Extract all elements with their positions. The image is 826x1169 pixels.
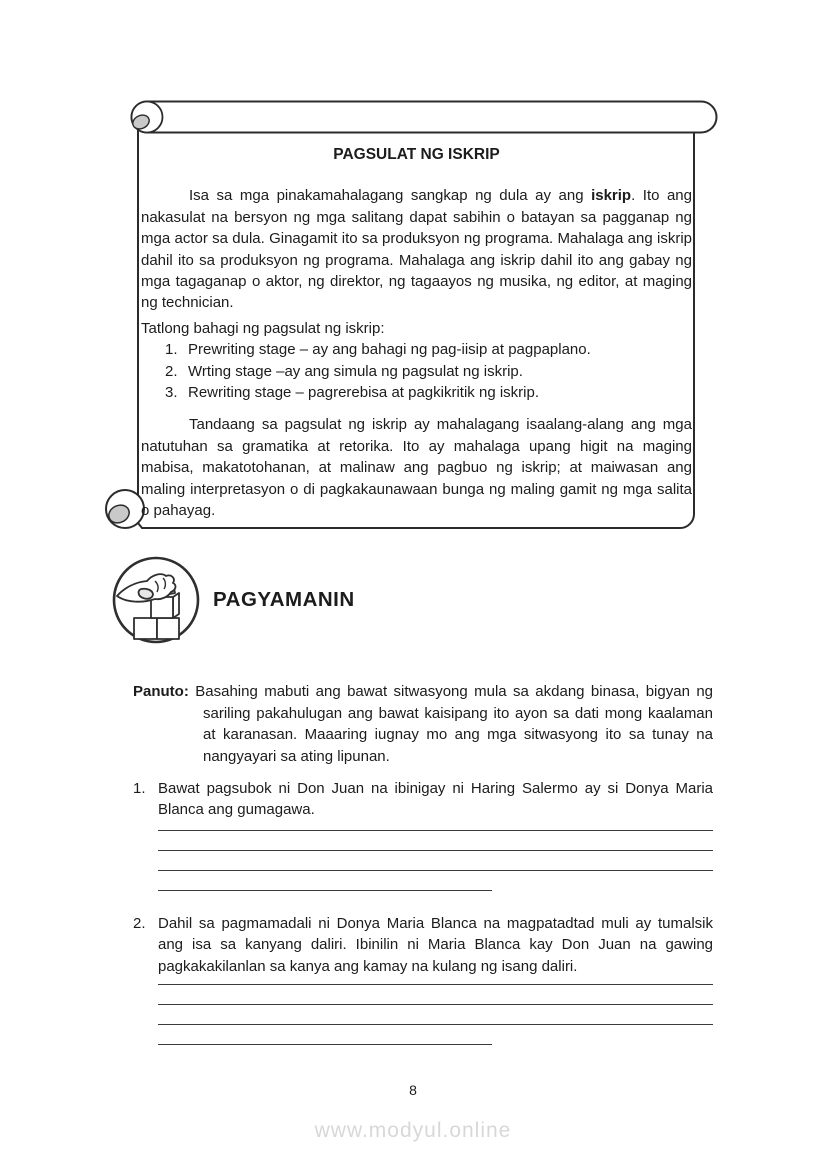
list-item-number: 3. bbox=[165, 384, 178, 402]
list-item-text: Rewriting stage – pagrerebisa at pagkikritik ng iskrip. bbox=[188, 384, 539, 402]
answer-lines bbox=[158, 965, 713, 1045]
intro-paragraph bbox=[141, 185, 692, 313]
instructions-label: Panuto: bbox=[133, 683, 189, 700]
question-number: 2. bbox=[133, 915, 146, 932]
answer-line bbox=[158, 831, 713, 851]
list-item-number: 1. bbox=[165, 341, 178, 359]
answer-line bbox=[158, 1025, 492, 1045]
list-item bbox=[141, 382, 692, 403]
stages-list-intro: Tatlong bahagi ng pagsulat ng iskrip: bbox=[141, 319, 385, 337]
intro-paragraph-rest: . Ito ang nakasulat na bersyon ng mga salitang dapat sabihin o batayan sa pagganap ng mga actor sa dula. Ginagamit ito sa produksyon ng programa. Mahalaga ang iskrip dahil ito sa produksyon ng programa. Mahalaga ang iskrip dahil ito ang gabay ng mga tagaganap o aktor, ng direktor, ng tagaayos ng musika, ng editor, at maging ng technician. bbox=[141, 187, 692, 312]
watermark: www.modyul.online bbox=[314, 1119, 512, 1142]
panel-title: PAGSULAT NG ISKRIP bbox=[333, 146, 500, 163]
list-item bbox=[141, 339, 692, 360]
list-item bbox=[141, 361, 692, 382]
answer-line bbox=[158, 985, 713, 1005]
question-text: Bawat pagsubok ni Don Juan na ibinigay ni Haring Salermo ay si Donya Maria Blanca ang gumagawa. bbox=[158, 780, 713, 819]
answer-line bbox=[158, 1005, 713, 1025]
question-body bbox=[158, 778, 713, 891]
answer-lines bbox=[158, 811, 713, 891]
closing-paragraph: Tandaang sa pagsulat ng iskrip ay mahalagang isaalang-alang ang mga natutuhan sa gramatika at retorika. Ito ay mahalaga upang higit na maging mabisa, makatotohanan, at malinaw ang pagbuo ng iskrip; at maiwasan ang maling interpretasyon o di pagkakaunawaan bunga ng maling gamit ng mga salita o pahayag. bbox=[141, 416, 692, 520]
hand-stacking-blocks-icon bbox=[111, 555, 201, 650]
question-body bbox=[158, 913, 713, 1045]
list-item-text: Prewriting stage – ay ang bahagi ng pag-iisip at pagpaplano. bbox=[188, 341, 591, 359]
activity-heading: PAGYAMANIN bbox=[213, 588, 355, 611]
instructions-text: Basahing mabuti ang bawat sitwasyong mula sa akdang binasa, bigyan ng sariling pakahulugan ang bawat kaisipang ito ayon sa dati mong kaalaman at karanasan. Maaaring iugnay mo ang mga sitwasyong ito sa tunay na nangyayari sa ating lipunan. bbox=[195, 683, 714, 765]
answer-line bbox=[158, 871, 492, 891]
list-item-text: Wrting stage –ay ang simula ng pagsulat ng iskrip. bbox=[188, 362, 523, 380]
answer-line bbox=[158, 851, 713, 871]
intro-paragraph-bold-term: iskrip bbox=[591, 187, 632, 205]
intro-paragraph-lead: Isa sa mga pinakamahalagang sangkap ng dula ay ang bbox=[189, 187, 592, 205]
question-item bbox=[133, 778, 713, 891]
scroll-panel bbox=[105, 100, 719, 532]
question-number: 1. bbox=[133, 780, 146, 797]
page-number: 8 bbox=[409, 1082, 417, 1098]
question-item bbox=[133, 913, 713, 1045]
question-text: Dahil sa pagmamadali ni Donya Maria Blanca na magpatadtad muli ay tumalsik ang isa sa kanyang daliri. Ibinilin ni Maria Blanca kay Don Juan na gawing pagkakakilanlan sa kanya ang kamay na kulang ng isang daliri. bbox=[158, 915, 713, 975]
scroll-content bbox=[141, 144, 692, 522]
list-item-number: 2. bbox=[165, 362, 178, 380]
instructions-block bbox=[133, 681, 713, 767]
